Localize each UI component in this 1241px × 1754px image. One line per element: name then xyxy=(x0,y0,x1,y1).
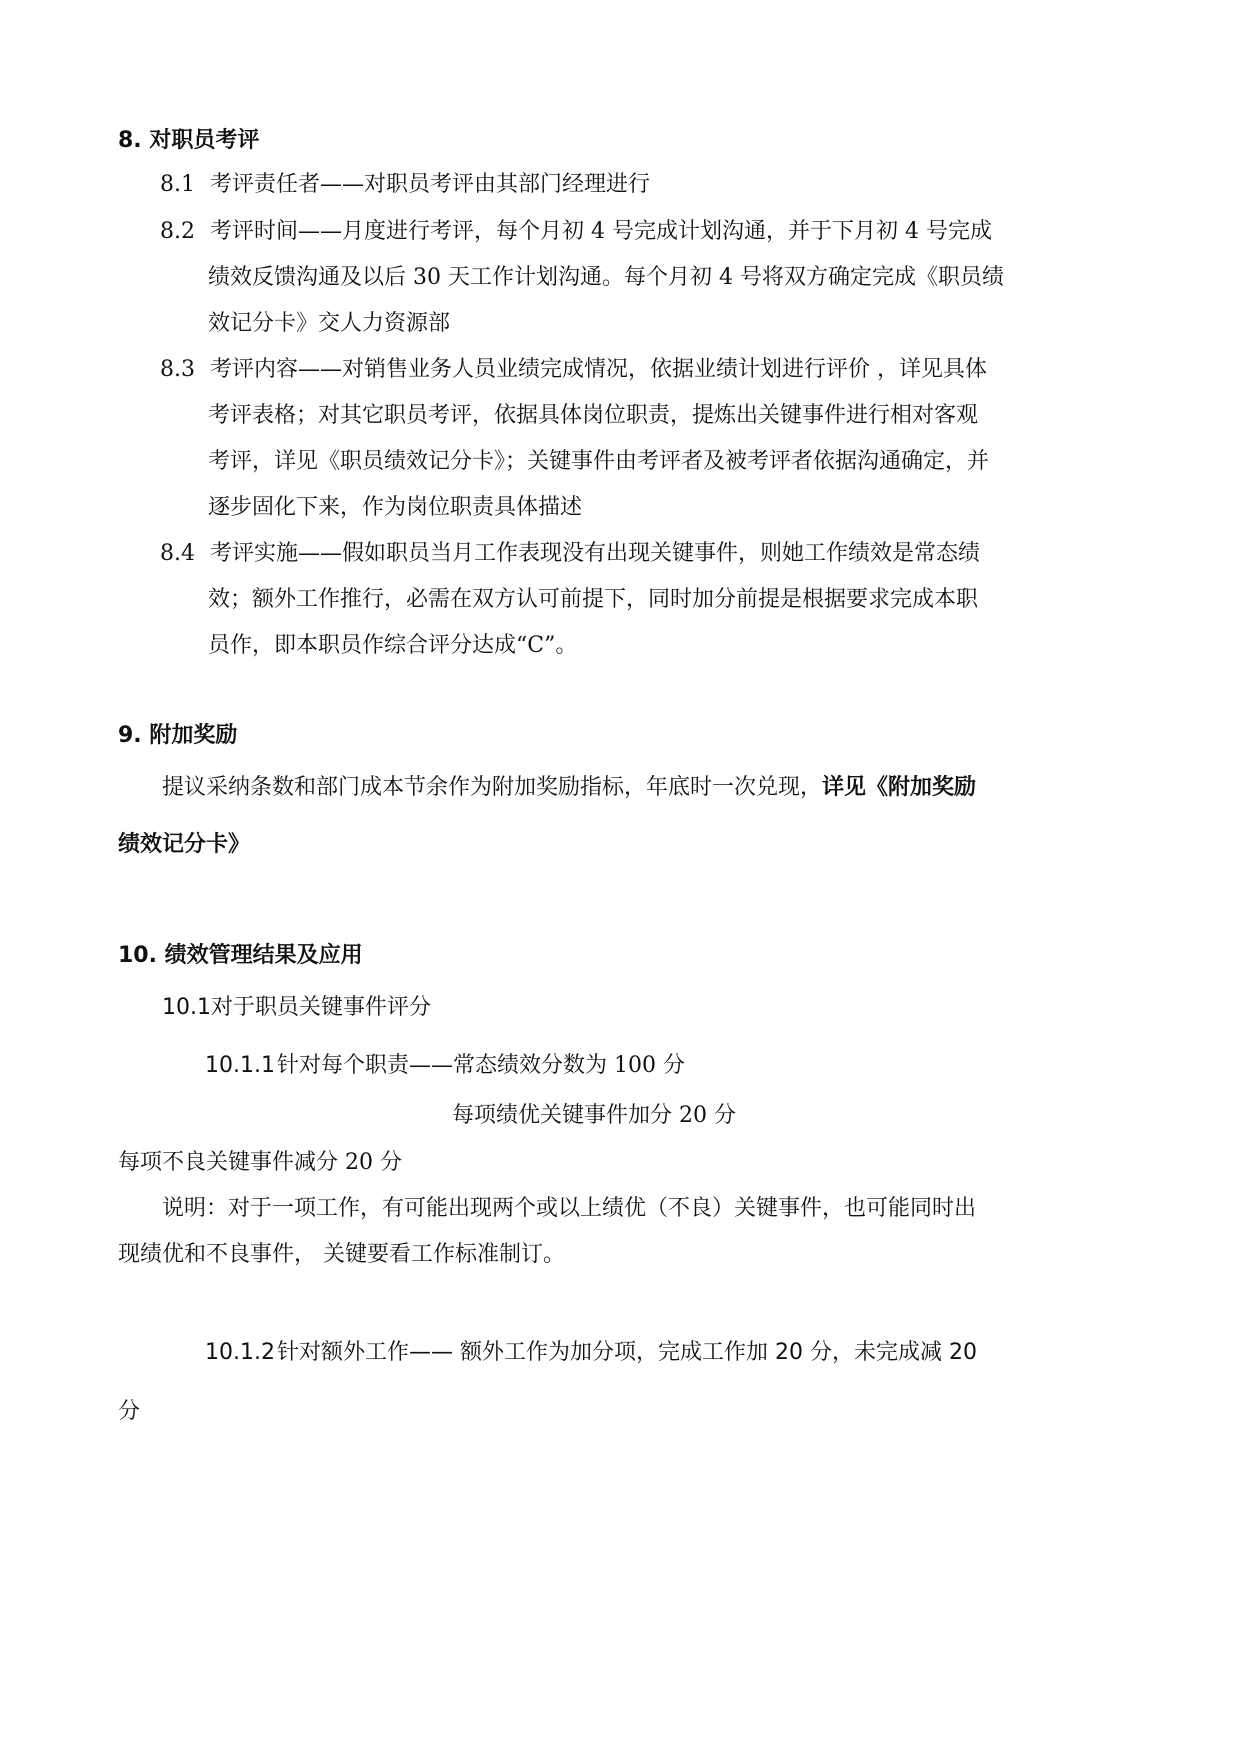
item-8-3-line-4: 逐步固化下来，作为岗位职责具体描述 xyxy=(208,495,583,520)
item-text: 考评内容——对销售业务人员业绩完成情况，依据业绩计划进行评价 ，详见具体 xyxy=(210,357,987,382)
paragraph-text: 提议采纳条数和部门成本节余作为附加奖励指标，年底时一次兑现， xyxy=(162,775,823,800)
item-number: 8.2 xyxy=(160,219,195,244)
item-number: 10.1.2 xyxy=(205,1340,275,1365)
section-9-paragraph xyxy=(162,772,976,804)
item-8-2-line-2: 绩效反馈沟通及以后 30 天工作计划沟通。每个月初 4 号将双方确定完成《职员绩 xyxy=(208,265,1004,290)
section-8-heading: 8. 对职员考评 xyxy=(118,128,260,153)
item-8-3-line-3: 考评，详见《职员绩效记分卡》；关键事件由考评者及被考评者依据沟通确定，并 xyxy=(208,449,990,474)
item-8-4 xyxy=(160,538,980,570)
section-9-heading: 9. 附加奖励 xyxy=(118,723,238,748)
item-number: 8.4 xyxy=(160,541,195,566)
item-8-3-line-2: 考评表格；对其它职员考评，依据具体岗位职责，提炼出关键事件进行相对客观 xyxy=(208,403,979,428)
item-10-1-2-line-2: 分 xyxy=(118,1399,141,1424)
item-number: 8.3 xyxy=(160,357,195,382)
section-10-heading: 10. 绩效管理结果及应用 xyxy=(118,943,363,968)
item-number: 10.1.1 xyxy=(205,1053,275,1078)
item-10-1-1-line-2: 每项绩优关键事件加分 20 分 xyxy=(452,1103,736,1128)
note-line-1: 说明：对于一项工作，有可能出现两个或以上绩优（不良）关键事件，也可能同时出 xyxy=(162,1196,977,1221)
subsection-10-1-title: 10.1对于职员关键事件评分 xyxy=(162,995,431,1020)
item-8-4-line-2: 效；额外工作推行，必需在双方认可前提下，同时加分前提是根据要求完成本职 xyxy=(208,587,979,612)
item-10-1-1-line-3: 每项不良关键事件减分 20 分 xyxy=(118,1150,402,1175)
item-text: 考评实施——假如职员当月工作表现没有出现关键事件，则她工作绩效是常态绩 xyxy=(210,541,981,566)
item-text: 针对额外工作—— 额外工作为加分项，完成工作加 20 分，未完成减 20 xyxy=(277,1340,977,1365)
section-9-paragraph-line-2: 绩效记分卡》 xyxy=(118,832,251,857)
note-line-2: 现绩优和不良事件， 关键要看工作标准制订。 xyxy=(118,1242,565,1267)
item-8-1 xyxy=(160,169,650,201)
item-8-4-line-3: 员作，即本职员作综合评分达成“C”。 xyxy=(208,633,578,658)
item-number: 8.1 xyxy=(160,172,195,197)
item-8-2-line-3: 效记分卡》交人力资源部 xyxy=(208,311,451,336)
item-text: 考评时间——月度进行考评，每个月初 4 号完成计划沟通，并于下月初 4 号完成 xyxy=(210,219,992,244)
item-8-2 xyxy=(160,216,992,248)
item-10-1-1 xyxy=(205,1050,685,1082)
item-text: 针对每个职责——常态绩效分数为 100 分 xyxy=(277,1053,685,1078)
item-10-1-2 xyxy=(205,1337,977,1369)
item-8-3 xyxy=(160,354,987,386)
item-text: 考评责任者——对职员考评由其部门经理进行 xyxy=(210,172,651,197)
paragraph-bold-reference: 详见《附加奖励 xyxy=(822,775,977,800)
